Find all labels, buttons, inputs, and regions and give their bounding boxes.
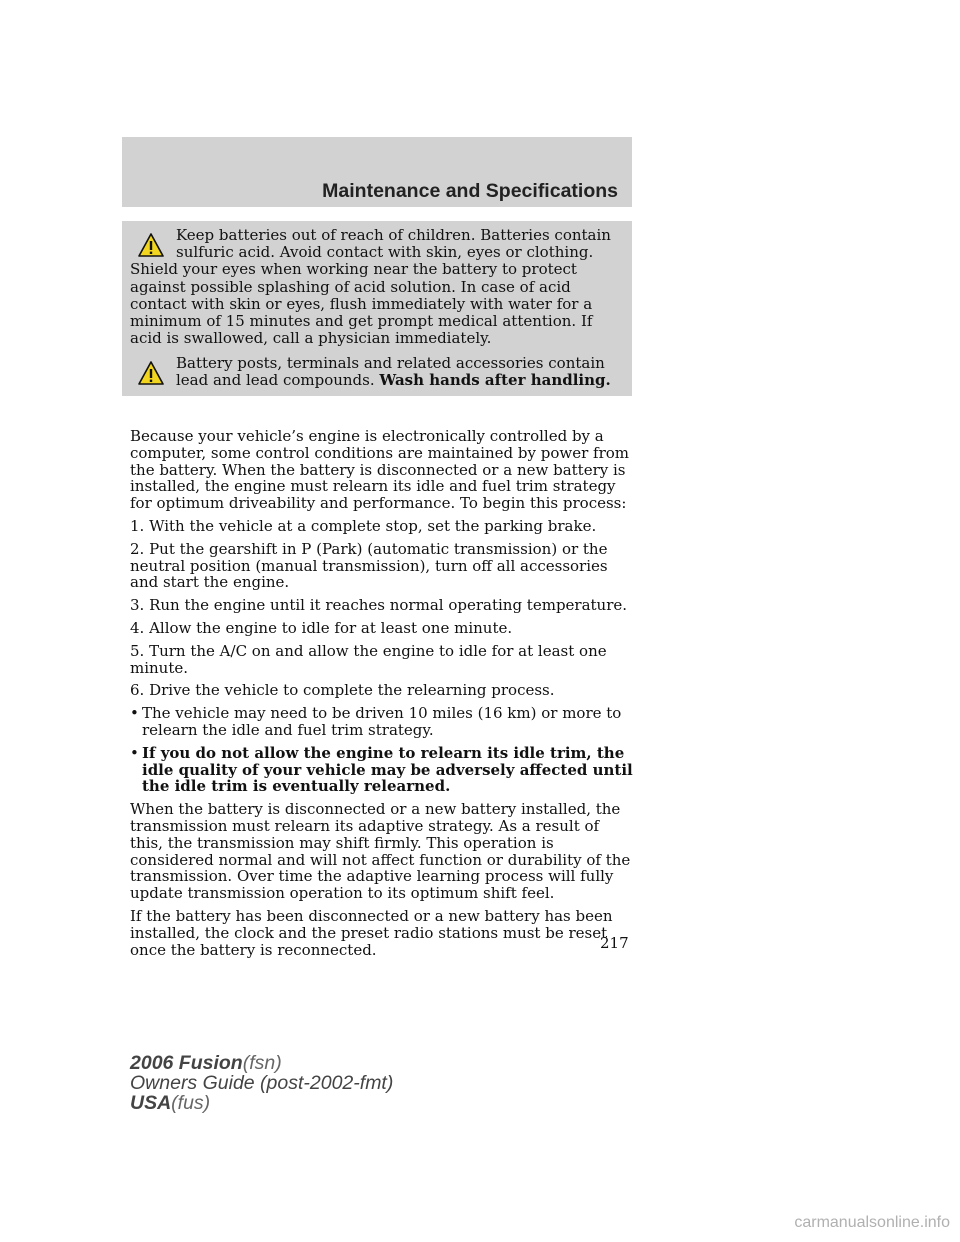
section-title: Maintenance and Specifications xyxy=(322,180,618,202)
warning-text-bold: Wash hands after handling. xyxy=(379,371,611,390)
footer-market-code: (fus) xyxy=(171,1092,211,1114)
bullet-item xyxy=(130,705,635,739)
watermark-link[interactable]: carmanualsonline.info xyxy=(794,1214,950,1231)
transmission-paragraph: When the battery is disconnected or a new battery installed, the transmission must relearn its adaptive strategy. As a result of this, the transmission may shift firmly. This operation is considered normal and will not affect function or durability of the transmission. Over time the adaptive learning process will fully update transmission operation to its optimum shift feel. xyxy=(130,800,631,903)
body-content xyxy=(130,428,635,964)
warning-text-plain: Battery posts, terminals and related accessories contain lead and lead compounds. xyxy=(176,354,605,390)
bullet-mark: • xyxy=(130,704,139,723)
footer-model-code: (fsn) xyxy=(242,1052,282,1074)
step-5: 5. Turn the A/C on and allow the engine to idle for at least one minute. xyxy=(130,641,607,677)
page-number: 217 xyxy=(600,934,629,952)
bullet-text-bold: If you do not allow the engine to relearn its idle trim, the idle quality of your vehicle may be adversely affected until the idle trim is eventually relearned. xyxy=(142,743,633,796)
step-6: 6. Drive the vehicle to complete the relearning process. xyxy=(130,681,555,700)
bullet-item xyxy=(130,745,635,795)
footer-line-3 xyxy=(130,1093,393,1113)
clock-paragraph: If the battery has been disconnected or a new battery has been installed, the clock and the preset radio stations must be reset once the battery is reconnected. xyxy=(130,906,613,959)
section-header-band xyxy=(122,137,632,207)
step-3: 3. Run the engine until it reaches normal operating temperature. xyxy=(130,596,628,615)
warning-triangle-icon xyxy=(138,361,164,385)
step-4: 4. Allow the engine to idle for at least one minute. xyxy=(130,618,513,637)
bullet-text: The vehicle may need to be driven 10 miles (16 km) or more to relearn the idle and fuel trim strategy. xyxy=(142,704,622,739)
footer-line-2: Owners Guide (post-2002-fmt) xyxy=(130,1072,394,1094)
warning-text xyxy=(130,355,626,389)
intro-paragraph: Because your vehicle’s engine is electronically controlled by a computer, some control conditions are maintained by power from the battery. When the battery is disconnected or a new battery is installed, the engine must relearn its idle and fuel trim strategy for optimum driveability and performance. To begin this process: xyxy=(130,427,630,513)
footer-model: 2006 Fusion xyxy=(130,1052,243,1074)
warning-text: Keep batteries out of reach of children. Batteries contain sulfuric acid. Avoid contact with skin, eyes or clothing. Shield your eyes when working near the battery to protect against possible splashing of acid solution. In case of acid contact with skin or eyes, flush immediately with water for a minimum of 15 minutes and get prompt medical attention. If acid is swallowed, call a physician immediately. xyxy=(130,226,611,348)
document-footer xyxy=(130,1053,393,1113)
footer-line-1 xyxy=(130,1053,393,1073)
step-1: 1. With the vehicle at a complete stop, set the parking brake. xyxy=(130,516,597,535)
bullet-mark: • xyxy=(130,743,139,762)
footer-market: USA xyxy=(130,1092,172,1114)
warning-triangle-icon xyxy=(138,233,164,257)
warning-box-lead xyxy=(122,349,632,396)
step-2: 2. Put the gearshift in P (Park) (automatic transmission) or the neutral position (manual transmission), turn off all accessories and start the engine. xyxy=(130,539,608,592)
warning-box-acid xyxy=(122,221,632,354)
